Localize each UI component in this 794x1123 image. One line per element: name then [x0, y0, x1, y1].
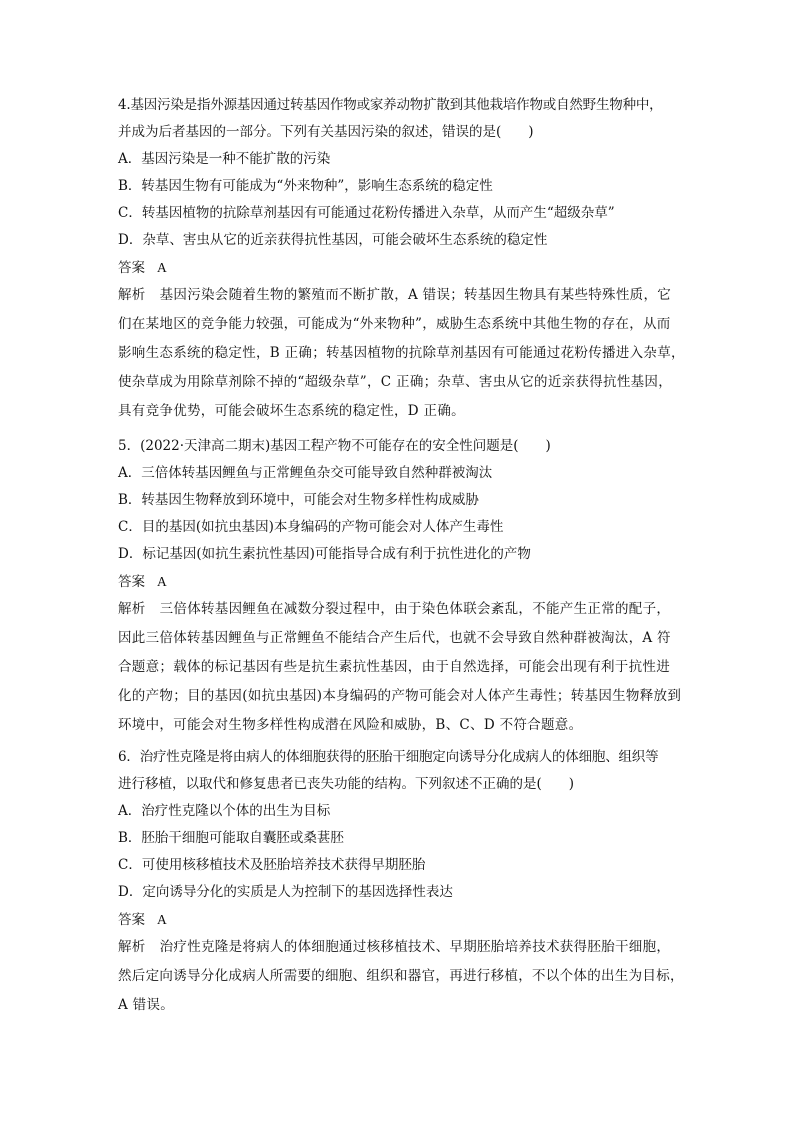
answer-value: A: [157, 260, 167, 275]
option-b: B．胚胎干细胞可能取自囊胚或桑葚胚: [118, 830, 344, 846]
question-6: [118, 744, 688, 1020]
option-b: B．转基因生物释放到环境中，可能会对生物多样性构成威胁: [118, 492, 479, 508]
answer-line: [118, 254, 688, 281]
option-a: A．基因污染是一种不能扩散的污染: [118, 151, 331, 167]
analysis-line: 使杂草成为用除草剂除不掉的“超级杂草”，C 正确；杂草、害虫从它的近亲获得抗性基因，: [118, 374, 673, 390]
option-d: D．标记基因(如抗生素抗性基因)可能指导合成有利于抗性进化的产物: [118, 546, 531, 562]
analysis-block: [118, 595, 688, 740]
question-4: [118, 92, 688, 426]
question-stem-line: 6．治疗性克隆是将由病人的体细胞获得的胚胎干细胞定向诱导分化成病人的体细胞、组织等: [118, 749, 659, 765]
analysis-block: [118, 281, 688, 426]
analysis-line: 因此三倍体转基因鲤鱼与正常鲤鱼不能结合产生后代，也就不会导致自然种群被淘汰，A 符: [118, 630, 671, 646]
analysis-label: 解析: [118, 601, 146, 617]
answer-label: 答案: [118, 260, 145, 276]
analysis-line: 然后定向诱导分化成病人所需要的细胞、组织和器官，再进行移植，不以个体的出生为目标，: [118, 968, 684, 984]
analysis-text: 治疗性克隆是将病人的体细胞通过核移植技术、早期胚胎培养技术获得胚胎干细胞，: [159, 939, 671, 955]
answer-value: A: [157, 912, 167, 927]
analysis-line: 化的产物；目的基因(如抗虫基因)本身编码的产物可能会对人体产生毒性；转基因生物释放到: [118, 688, 682, 704]
analysis-line: 合题意；载体的标记基因有些是抗生素抗性基因，由于自然选择，可能会出现有利于抗性进: [118, 659, 670, 675]
analysis-line: 们在某地区的竞争能力较强，可能成为“外来物种”，威胁生态系统中其他生物的存在，从而: [118, 316, 671, 332]
option-b: B．转基因生物有可能成为“外来物种”，影响生态系统的稳定性: [118, 178, 493, 194]
analysis-line: [118, 281, 688, 310]
question-stem-line: 并成为后者基因的一部分。下列有关基因污染的叙述，错误的是( ): [118, 124, 534, 140]
option-a: A．治疗性克隆以个体的出生为目标: [118, 803, 331, 819]
question-5: [118, 433, 688, 740]
question-stem-line: 进行移植，以取代和修复患者已丧失功能的结构。下列叙述不正确的是( ): [118, 776, 575, 792]
analysis-line: A 错误。: [118, 997, 175, 1013]
analysis-line: [118, 595, 688, 624]
answer-line: [118, 906, 688, 933]
answer-label: 答案: [118, 912, 145, 928]
analysis-label: 解析: [118, 939, 146, 955]
analysis-line: 影响生态系统的稳定性，B 正确；转基因植物的抗除草剂基因有可能通过花粉传播进入杂草，: [118, 345, 685, 361]
analysis-text: 基因污染会随着生物的繁殖而不断扩散，A 错误；转基因生物具有某些特殊性质，它: [159, 287, 672, 303]
option-d: D．定向诱导分化的实质是人为控制下的基因选择性表达: [118, 884, 453, 900]
option-a: A．三倍体转基因鲤鱼与正常鲤鱼杂交可能导致自然种群被淘汰: [118, 465, 493, 481]
analysis-line: 环境中，可能会对生物多样性构成潜在风险和威胁，B、C、D 不符合题意。: [118, 717, 583, 733]
option-c: C．可使用核移植技术及胚胎培养技术获得早期胚胎: [118, 857, 426, 873]
question-stem-line: 4.基因污染是指外源基因通过转基因作物或家养动物扩散到其他栽培作物或自然野生物种中，: [118, 97, 663, 113]
answer-line: [118, 568, 688, 595]
answer-label: 答案: [118, 574, 145, 590]
question-stem-line: 5．(2022·天津高二期末)基因工程产物不可能存在的安全性问题是( ): [118, 438, 551, 454]
analysis-line: [118, 933, 688, 962]
option-d: D．杂草、害虫从它的近亲获得抗性基因，可能会破坏生态系统的稳定性: [118, 232, 548, 248]
option-c: C．目的基因(如抗虫基因)本身编码的产物可能会对人体产生毒性: [118, 519, 504, 535]
analysis-line: 具有竞争优势，可能会破坏生态系统的稳定性，D 正确。: [118, 403, 465, 419]
option-c: C．转基因植物的抗除草剂基因有可能通过花粉传播进入杂草，从而产生“超级杂草”: [118, 205, 615, 221]
analysis-text: 三倍体转基因鲤鱼在减数分裂过程中，由于染色体联会紊乱，不能产生正常的配子，: [159, 601, 671, 617]
answer-value: A: [157, 574, 167, 589]
analysis-label: 解析: [118, 287, 146, 303]
analysis-block: [118, 933, 688, 1020]
